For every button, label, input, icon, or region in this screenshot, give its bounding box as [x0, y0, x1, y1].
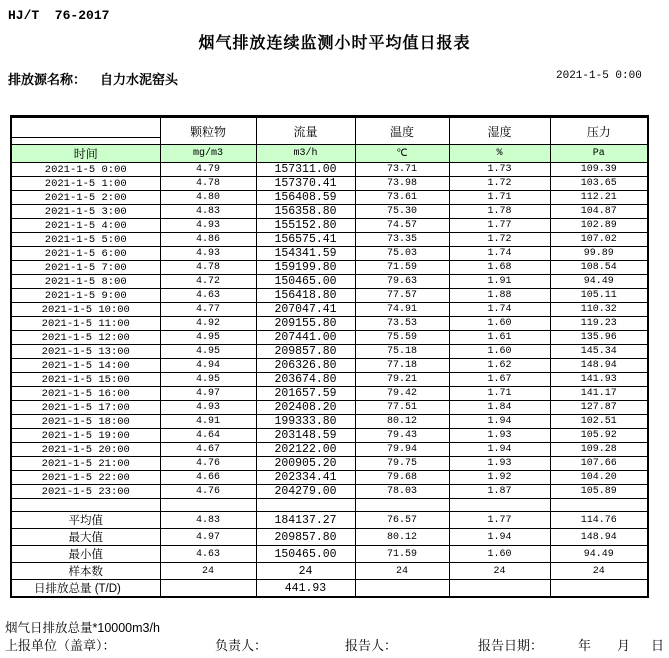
time-cell: 2021-1-5 6:00 [11, 247, 160, 261]
unit-cell-temp: ℃ [355, 145, 449, 163]
value-cell: 74.57 [355, 219, 449, 233]
value-cell: 1.71 [449, 387, 550, 401]
report-datetime: 2021-1-5 0:00 [556, 70, 642, 82]
day-label: 日 [651, 638, 665, 653]
table-row [11, 289, 648, 303]
summary-value-cell: 24 [449, 563, 550, 580]
value-cell: 1.74 [449, 247, 550, 261]
table-row [11, 331, 648, 345]
table-row [11, 233, 648, 247]
value-cell: 1.87 [449, 485, 550, 499]
value-cell: 202408.20 [256, 401, 355, 415]
value-cell: 156408.59 [256, 191, 355, 205]
value-cell: 4.93 [160, 401, 256, 415]
value-cell: 74.91 [355, 303, 449, 317]
time-cell: 2021-1-5 11:00 [11, 317, 160, 331]
empty-cell [550, 499, 648, 512]
value-cell: 73.98 [355, 177, 449, 191]
summary-label-cell: 最小值 [11, 546, 160, 563]
param-header-row [11, 117, 648, 145]
table-row [11, 429, 648, 443]
value-cell: 4.63 [160, 289, 256, 303]
summary-value-cell: 71.59 [355, 546, 449, 563]
summary-value-cell: 209857.80 [256, 529, 355, 546]
time-cell: 2021-1-5 15:00 [11, 373, 160, 387]
value-cell: 103.65 [550, 177, 648, 191]
time-cell: 2021-1-5 2:00 [11, 191, 160, 205]
value-cell: 1.61 [449, 331, 550, 345]
summary-row [11, 563, 648, 580]
time-cell: 2021-1-5 23:00 [11, 485, 160, 499]
value-cell: 110.32 [550, 303, 648, 317]
value-cell: 108.54 [550, 261, 648, 275]
value-cell: 4.79 [160, 163, 256, 177]
value-cell: 78.03 [355, 485, 449, 499]
unit-cell-flow: m3/h [256, 145, 355, 163]
source-name-label: 排放源名称： [8, 72, 87, 87]
value-cell: 206326.80 [256, 359, 355, 373]
value-cell: 77.51 [355, 401, 449, 415]
table-row [11, 303, 648, 317]
time-cell: 2021-1-5 18:00 [11, 415, 160, 429]
value-cell: 201657.59 [256, 387, 355, 401]
table-row [11, 485, 648, 499]
summary-value-cell: 24 [355, 563, 449, 580]
value-cell: 4.95 [160, 331, 256, 345]
value-cell: 204279.00 [256, 485, 355, 499]
value-cell: 141.17 [550, 387, 648, 401]
time-cell: 2021-1-5 9:00 [11, 289, 160, 303]
value-cell: 1.93 [449, 457, 550, 471]
value-cell: 1.74 [449, 303, 550, 317]
value-cell: 1.60 [449, 345, 550, 359]
time-cell: 2021-1-5 13:00 [11, 345, 160, 359]
summary-row [11, 546, 648, 563]
value-cell: 109.39 [550, 163, 648, 177]
value-cell: 99.89 [550, 247, 648, 261]
time-cell: 2021-1-5 0:00 [11, 163, 160, 177]
value-cell: 105.11 [550, 289, 648, 303]
value-cell: 4.67 [160, 443, 256, 457]
summary-label-cell: 平均值 [11, 512, 160, 529]
value-cell: 79.63 [355, 275, 449, 289]
value-cell: 79.75 [355, 457, 449, 471]
value-cell: 209155.80 [256, 317, 355, 331]
value-cell: 4.95 [160, 345, 256, 359]
value-cell: 107.66 [550, 457, 648, 471]
time-cell: 2021-1-5 10:00 [11, 303, 160, 317]
value-cell: 207441.00 [256, 331, 355, 345]
value-cell: 4.95 [160, 373, 256, 387]
summary-value-cell: 1.77 [449, 512, 550, 529]
column-header-humidity: 湿度 [449, 117, 550, 145]
value-cell: 203674.80 [256, 373, 355, 387]
year-label: 年 [578, 638, 592, 653]
summary-label-cell: 日排放总量 (T/D) [11, 580, 160, 598]
table-row [11, 163, 648, 177]
time-cell: 2021-1-5 19:00 [11, 429, 160, 443]
summary-value-cell: 94.49 [550, 546, 648, 563]
summary-row [11, 529, 648, 546]
report-unit-label: 上报单位（盖章）： [5, 638, 116, 653]
value-cell: 4.78 [160, 261, 256, 275]
time-cell: 2021-1-5 22:00 [11, 471, 160, 485]
summary-value-cell: 4.83 [160, 512, 256, 529]
time-cell: 2021-1-5 14:00 [11, 359, 160, 373]
table-row [11, 443, 648, 457]
summary-value-cell [355, 580, 449, 598]
value-cell: 150465.00 [256, 275, 355, 289]
table-row [11, 471, 648, 485]
table-row [11, 401, 648, 415]
reporter-label: 报告人： [345, 638, 398, 653]
value-cell: 1.91 [449, 275, 550, 289]
value-cell: 156575.41 [256, 233, 355, 247]
summary-value-cell [160, 580, 256, 598]
corner-cell [11, 117, 160, 145]
value-cell: 157370.41 [256, 177, 355, 191]
value-cell: 1.68 [449, 261, 550, 275]
summary-value-cell: 76.57 [355, 512, 449, 529]
value-cell: 73.35 [355, 233, 449, 247]
summary-value-cell: 4.63 [160, 546, 256, 563]
summary-value-cell [449, 580, 550, 598]
table-body [11, 163, 648, 598]
time-cell: 2021-1-5 7:00 [11, 261, 160, 275]
time-cell: 2021-1-5 5:00 [11, 233, 160, 247]
summary-value-cell: 24 [256, 563, 355, 580]
value-cell: 75.30 [355, 205, 449, 219]
summary-value-cell: 24 [550, 563, 648, 580]
source-name-value: 自力水泥窑头 [100, 72, 179, 87]
value-cell: 155152.80 [256, 219, 355, 233]
summary-label-cell: 样本数 [11, 563, 160, 580]
value-cell: 4.64 [160, 429, 256, 443]
table-row [11, 177, 648, 191]
source-line [8, 69, 178, 88]
value-cell: 1.84 [449, 401, 550, 415]
table-row [11, 191, 648, 205]
value-cell: 73.53 [355, 317, 449, 331]
summary-row [11, 580, 648, 598]
time-cell: 2021-1-5 8:00 [11, 275, 160, 289]
value-cell: 4.66 [160, 471, 256, 485]
value-cell: 200905.20 [256, 457, 355, 471]
value-cell: 1.88 [449, 289, 550, 303]
value-cell: 1.71 [449, 191, 550, 205]
empty-cell [11, 499, 160, 512]
time-cell: 2021-1-5 12:00 [11, 331, 160, 345]
table-row [11, 317, 648, 331]
page-title: 烟气排放连续监测小时平均值日报表 [198, 35, 471, 52]
summary-value-cell: 150465.00 [256, 546, 355, 563]
value-cell: 79.43 [355, 429, 449, 443]
unit-header-row [11, 145, 648, 163]
unit-cell-humidity: % [449, 145, 550, 163]
summary-row [11, 512, 648, 529]
empty-cell [355, 499, 449, 512]
value-cell: 94.49 [550, 275, 648, 289]
summary-value-cell: 184137.27 [256, 512, 355, 529]
report-date-label: 报告日期： [478, 638, 544, 653]
value-cell: 1.60 [449, 317, 550, 331]
value-cell: 119.23 [550, 317, 648, 331]
value-cell: 1.62 [449, 359, 550, 373]
spacer-row [11, 499, 648, 512]
value-cell: 1.94 [449, 443, 550, 457]
value-cell: 107.02 [550, 233, 648, 247]
summary-value-cell: 24 [160, 563, 256, 580]
value-cell: 4.94 [160, 359, 256, 373]
value-cell: 4.78 [160, 177, 256, 191]
value-cell: 73.61 [355, 191, 449, 205]
table-row [11, 359, 648, 373]
value-cell: 77.18 [355, 359, 449, 373]
table-row [11, 345, 648, 359]
time-cell: 2021-1-5 16:00 [11, 387, 160, 401]
value-cell: 1.78 [449, 205, 550, 219]
column-header-flow: 流量 [256, 117, 355, 145]
value-cell: 4.76 [160, 457, 256, 471]
value-cell: 4.97 [160, 387, 256, 401]
summary-value-cell: 441.93 [256, 580, 355, 598]
table-row [11, 415, 648, 429]
value-cell: 1.93 [449, 429, 550, 443]
value-cell: 4.93 [160, 219, 256, 233]
summary-value-cell: 80.12 [355, 529, 449, 546]
value-cell: 127.87 [550, 401, 648, 415]
table-row [11, 247, 648, 261]
value-cell: 4.76 [160, 485, 256, 499]
value-cell: 77.57 [355, 289, 449, 303]
value-cell: 4.83 [160, 205, 256, 219]
summary-value-cell [550, 580, 648, 598]
table-row [11, 457, 648, 471]
empty-cell [449, 499, 550, 512]
empty-cell [256, 499, 355, 512]
value-cell: 104.87 [550, 205, 648, 219]
value-cell: 207047.41 [256, 303, 355, 317]
table-row [11, 205, 648, 219]
value-cell: 4.92 [160, 317, 256, 331]
summary-value-cell: 1.60 [449, 546, 550, 563]
value-cell: 1.73 [449, 163, 550, 177]
value-cell: 4.91 [160, 415, 256, 429]
table-row [11, 261, 648, 275]
time-cell: 2021-1-5 21:00 [11, 457, 160, 471]
total-emission-note: 烟气日排放总量*10000m3/h [5, 621, 160, 635]
value-cell: 79.68 [355, 471, 449, 485]
time-cell: 2021-1-5 1:00 [11, 177, 160, 191]
value-cell: 1.92 [449, 471, 550, 485]
value-cell: 102.51 [550, 415, 648, 429]
value-cell: 73.71 [355, 163, 449, 177]
value-cell: 75.59 [355, 331, 449, 345]
column-header-pm: 颗粒物 [160, 117, 256, 145]
summary-label-cell: 最大值 [11, 529, 160, 546]
summary-value-cell: 148.94 [550, 529, 648, 546]
time-cell: 2021-1-5 17:00 [11, 401, 160, 415]
summary-value-cell: 4.97 [160, 529, 256, 546]
value-cell: 202122.00 [256, 443, 355, 457]
value-cell: 1.77 [449, 219, 550, 233]
table-row [11, 387, 648, 401]
value-cell: 135.96 [550, 331, 648, 345]
summary-value-cell: 114.76 [550, 512, 648, 529]
manager-label: 负责人： [215, 638, 268, 653]
value-cell: 112.21 [550, 191, 648, 205]
time-header-cell: 时间 [11, 145, 160, 163]
value-cell: 79.94 [355, 443, 449, 457]
time-cell: 2021-1-5 3:00 [11, 205, 160, 219]
value-cell: 148.94 [550, 359, 648, 373]
value-cell: 1.67 [449, 373, 550, 387]
month-label: 月 [617, 638, 631, 653]
value-cell: 102.89 [550, 219, 648, 233]
unit-cell-pm: mg/m3 [160, 145, 256, 163]
value-cell: 71.59 [355, 261, 449, 275]
value-cell: 157311.00 [256, 163, 355, 177]
value-cell: 80.12 [355, 415, 449, 429]
signature-line [0, 635, 669, 653]
value-cell: 1.94 [449, 415, 550, 429]
value-cell: 79.42 [355, 387, 449, 401]
value-cell: 75.18 [355, 345, 449, 359]
value-cell: 79.21 [355, 373, 449, 387]
value-cell: 209857.80 [256, 345, 355, 359]
unit-cell-pressure: Pa [550, 145, 648, 163]
table-row [11, 219, 648, 233]
table-row [11, 275, 648, 289]
value-cell: 4.86 [160, 233, 256, 247]
value-cell: 4.80 [160, 191, 256, 205]
value-cell: 199333.80 [256, 415, 355, 429]
value-cell: 1.72 [449, 233, 550, 247]
empty-cell [160, 499, 256, 512]
summary-value-cell: 1.94 [449, 529, 550, 546]
value-cell: 105.89 [550, 485, 648, 499]
value-cell: 105.92 [550, 429, 648, 443]
value-cell: 4.93 [160, 247, 256, 261]
value-cell: 75.03 [355, 247, 449, 261]
table-row [11, 373, 648, 387]
value-cell: 4.72 [160, 275, 256, 289]
value-cell: 145.34 [550, 345, 648, 359]
value-cell: 109.28 [550, 443, 648, 457]
value-cell: 156418.80 [256, 289, 355, 303]
standard-code: HJ/T 76-2017 [8, 8, 110, 23]
column-header-pressure: 压力 [550, 117, 648, 145]
column-header-temp: 温度 [355, 117, 449, 145]
value-cell: 156358.80 [256, 205, 355, 219]
time-cell: 2021-1-5 4:00 [11, 219, 160, 233]
value-cell: 203148.59 [256, 429, 355, 443]
monitoring-table [10, 115, 649, 598]
value-cell: 4.77 [160, 303, 256, 317]
value-cell: 104.20 [550, 471, 648, 485]
value-cell: 141.93 [550, 373, 648, 387]
value-cell: 159199.80 [256, 261, 355, 275]
time-cell: 2021-1-5 20:00 [11, 443, 160, 457]
value-cell: 154341.59 [256, 247, 355, 261]
value-cell: 202334.41 [256, 471, 355, 485]
value-cell: 1.72 [449, 177, 550, 191]
corner-divider [12, 124, 160, 138]
